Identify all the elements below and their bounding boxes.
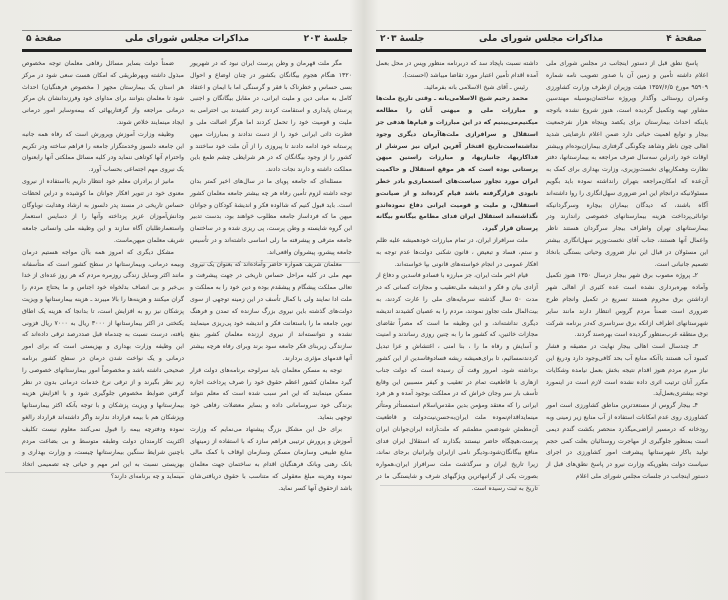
paragraph: داشته نسبت باپجاد سد که دربرنامه منظور وپس در محل بعمل آمده اقدام تأمین اعتبار مورد تقاضا میباشد (احسنت). [376, 60, 538, 79]
paragraph: مانیز از برادران معلم خود انتظار داریم بااستفاده از نیروی معنوی خود در تنویر افکار جوانان ما کوشیده و دراین لحظات حساس تاریخی در مسند پدر دلسوز به ارشاد وهدایت نوباوگان ودانش‌آموزان عزیز پرداخته وآنها را از دسایس استعمار واستعمارطلبان آگاه سازند و این وظیفه ملی وانسانی جامعه شریف معلمان میهن‌ماست. [22, 177, 184, 244]
running-title: مذاکرات مجلس شورای ملی [478, 34, 604, 44]
left-page-header [22, 30, 352, 52]
header-top-rule [376, 30, 706, 31]
paragraph: پاسخ نطق قبل از دستور اینجانب در مجلس شورای ملی اعلام داشته تأمین و زمین آن با صدور تصویب نامه شماره ۹۵۹۰۹ مورخ ۱۳۵۷/۶/۵ هیئت وزیران ازطرف وزارت کشاورزی وعمران روستائی وآگذار وپروژه ساختمان‌بوسیله مهندسین مشاور تهیه وتکمیل گردیده است، هنوز شروع نشده باتوجه باینکه احداث بیمارستان برای یکصد وپنجاه هزار نفرجمعیت بیجار و توابع اهمیت حیاتی دارد ضمن اعلام نارضایتی شدید اهالی چون ناظر وشاهد چگونگی گرفتاری بیماران‌بوده‌ام وبیشتر اوقات خود رادراین سه‌سال صرف مراجعه به بیمارستانها، دفتر نظارت وهمکاریهای نخست‌وزیری، وزارت بهداری برای کمک به آن‌عده که امکان‌مراجعه بتهران رانداشته نموده باید بگویم مسئولانیکه درانجام این امر ضروری سهل‌انگاری را روا داشته‌اند آگاه باشند، که دیدگان بیماران بیچاره وسرگردانیکه توانائی‌پرداخت هزینه بیمارستانهای خصوصی راندارند ودر بیمارستانهای تهران واطراف بیجار سرگردان هستند ناظر واعمال آنها هستند، جناب آقای نخست‌وزیر سهل‌انگاری بیشتر این مسئولان در قبال این نیاز ضروری وحیاتی بستگی بانخاذ تصمیم جانبانی است. [546, 60, 708, 268]
left-page-right-column [190, 58, 352, 494]
right-page [364, 0, 728, 600]
speaker-line: رئیس ـ آقای شیخ الاسلامی بانه بفرمائید. [423, 83, 528, 91]
session-number: جلسهٔ ۲۰۳ [380, 34, 425, 44]
paragraph: مشکل دیگری که امروز همه باآن مواجه هستیم درمان وبیمه درمانی، وبیمارستانها در سطح کشور است که متأسفانه مانند اکثر وسایل زندگی روزمره مردم که هر روز عده‌ای از خدا بی‌خبر و بی انصاف بدلخواه خود اجناس و ما یحتاج مردم را گران میکنند و هزینه‌ها را بالا میبرند ـ هزینه بیمارستانها و ویزیت پزشکان نیز رو به افزایش است، تا بدانجا که هزینه یک اطاق یکتختی در اکثر بیمارستانها از ۳۰۰۰ ریال به ۷۰۰۰ ریال فزونی یافته، درست نسبت به چندماه قبل صددرصد ترقی داده‌اند که این وظیفه وزارت بهداری و بهزیستی است که برای امور درمانی و یک نواخت شدن درمان در سطح کشور برنامه صحیحی داشته باشد و مخصوصاً امور بیمارستانهای خصوصی را زیر نظر بگیرند و از ترقی نرخ خدمات درمانی بدون در نظر گرفتن ضوابط مخصوص جلوگیری شود و با افزایش هزینه بیمارستانها و ویزیت پزشکان و با توجه بآنکه اکثر بیمارستانها وپزشکان هم با بیمه قرارداد ندارند واگر داشته‌اند قرارداد رالغو نموده ودفترچه بیمه را قبول نمی‌کنند معلوم نیست تکلیف اکثریت کارمندان دولت وطبقه متوسط و بی بضاعت مردم باچنین شرایط سنگین بیمارستانها چیست، و وزارت بهداری و بهزیستی نسبت به این امر مهم و حیاتی چه تصمیمی اتخاذ مینماید و چه برنامه‌ای دارند؟ [22, 248, 184, 480]
paragraph: ۴ـ بیجار گروس از مستعدترین مناطق کشاورزی است امور کشاورزی روی عدم امکانات استفاده از آب منابع زیر زمینی وبه رودخانه که درمسیر اراضی‌میگذرد منحصر بکشت گندم دیمی است بمنظور جلوگیری از مهاجرت روستائیان بعلت کمی حجم تولید باکار شهرستانها پیشرفت امور کشاورزی در اجرای سیاست دولت بطوریکه وزارت نیرو در پاسخ نطق‌های قبل از دستور اینجانب در جلسات مجلس شورای ملی اعلام [546, 402, 708, 480]
session-number: جلسهٔ ۲۰۳ [303, 34, 348, 44]
right-page-left-column [376, 58, 538, 494]
paragraph: ۲ـ پروژه مصوب برق شهر بیجار درسال ۱۳۵۰ هنوز تکمیل وآماده بهره‌برداری نشده است عده کثیری از اهالی شهر ازداشتن برق محروم هستند تسریع در تکمیل وانجام طرح ضروری است ضمناً مردم گروس انتظار دارند مانند سایر شهرستانهای اطراف ازانکه برق سرتاسری که‌در برنامه شرکت برق منطقه غرب‌منظور گردیده است بهره‌مند گردند. [546, 272, 708, 339]
paragraph: مگر ملت قهرمان و وطن پرست ایران نبود که در شهریور ۱۳۲۰ هنگام هجوم بیگانگان بکشور در چنان اوضاع و احوال بسی حساس و خطرناک با فقر و گرسنگی اما با ایمان و اعتقاد کامل به مبانی دین و ملیت ایرانی، در مقابل بیگانگان و اجنبی پرستان پایداری و استقامت کردند زجر کشیدند بی احترامی به ملیت و قومیت خود را تحمل کردند اما هرگز اصالت ملی و فطرت ذاتی ایرانی خود را از دست ندادند و بمبارزات میهن پرستانه خود ادامه دادند تا پیروزی را از آن ملت خود ساختند و کشور را از وجود بیگانگان که در هر شرایطی چشم طمع باین مملکت داشته و دارند نجات دادند. [190, 60, 352, 174]
speech-paragraph: محمد رحیم شیخ الاسلامی‌بانه ـ وقتی تاریخ ملت‌ها و مبارزات ملی و میهنی آنان را مطالعه میکنیم‌می‌بینیم که در این مبارزات و قیام‌ها هدفی جز استقلال و سرافرازی ملت‌ها‌آرمان دیگری وجود نداشته‌است‌تاریخ افتخار آفرین ایران نیز سرشار از فداکاریها، جانبازیها، و مبارزات راستین میهن پرستانی بوده است که هر موقع استقلال و حاکمیت ایران مورد تجاوز سیاست‌های استعماری‌و بادر خطر نابودی قرارگرفته باشد قیام کرده‌اند و از صیانت‌و استقلال، و ملیت و قومیت ایرانی دفاع نموده‌اندو نگذاشته‌اند استقلال ایران فدای مطامع بیگانه‌و بیگانه پرستان قرار گیرد. [376, 95, 538, 233]
paragraph: وظیفه وزارت آموزش وپرورش است که رفاه همه جانبه این جامعه دلسوز وخدمتگزار جامعه را فراهم ساخته ودر تکریم واحترام آنها کوتاهی ننماید ودر کلیه مسائل مملکتی آنها رابعنوان یک نیروی مهم اجتماعی بحساب آورد. [22, 130, 184, 174]
scan-line-artifact [200, 262, 360, 263]
running-title: مذاکرات مجلس شورای ملی [124, 34, 250, 44]
left-page-left-column [22, 58, 184, 483]
paragraph: ضمناً دولت بسایر مسائل رفاهی معلمان توجه مخصوص مبذول داشته وبهرطریقی که امکان هست سعی شود در مرکز هر استان یک بیمارستان مجهز ( مخصوص فرهنگیان) احداث شود تا معلمان بتوانند برای مداوای خود وفرزندانشان بان مرکز درمانی مراجعه واز گرفتاریهائی که بیمه‌وسایر امور درمانی ایجاد مینمایند خلاص شوند. [22, 60, 184, 126]
page-number: صفحهٔ ۵ [26, 34, 62, 44]
right-page-header [376, 30, 706, 52]
paragraph: مسئله‌ای که جامعه پویای ما در سال‌های اخیر کمتر بدان توجه داشته لزوم تأمین رفاه هر چه بیشتر جامعه معلمان کشور است. باید قبول کنیم که شالوده فکر و اندیشهٔ کودکان و جوانان میهن ما که فردا‌ساز جامعه مطلوب خواهند بود، بدست تدبیر این گروه شایسته و وطن پرست، پی ریزی شده و در ساختمان جامعه مترقی و پیشرفته ما رلی اساسی داشته‌اند و در تأسیس جامعه پیشرو، پیشروان واقعی‌اند. [190, 177, 352, 256]
header-top-rule [22, 30, 352, 31]
paragraph: معلمان شریف همواره حاضر وآماده‌اند که بعنوان یک نیروی مهم ملی در کلیه مراحل حساس تاریخی در جهت پیشرفت و تعالی مملکت پیشگام و پیشقدم بوده و دین خود را به مملکت و ملت ادا نمایند ولی با کمال تأسف در این زمینه توجهی از سوی دولت‌های گذشته باین نیروی بزرگ سازنده که تمدن و فرهنگ نوین جامعه ما را باستعانت فکر و اندیشه خود پی‌ریزی مینمایند نشده و نتوانسته‌اند از نیروی ارزنده معلمان کشور بنفع سازندگی زیربنای فکر جامعه سود برند وبرای رفاه هرچه بیشتر آنها قدمهای مؤثری بردارند. [190, 260, 352, 362]
paragraph: قیام اخیر ملت ایران، جز مبارزه با فسادو فاسدین و دفاع از آزادی بیان و فکر و اندیشه ملی‌تعقیب و مجازات کسانی که در مدت ۵۰ سال گذشته سرمایه‌های ملی را غارت کردند، به بیت‌المال ملت تجاوز نمودند، مردم را به عصیان کشیدند اندیشه دیگری نداشته‌اند، و این وظیفه ما است که مصراً تقاضای مجازات خائنین، که کشور ما را به چنین روزی رساندند و امنیت و آسایش و رفاه ما را ، بنا امنی ، اغتشاش و عزا تبدیل کردند‌نمسائیم، تا برای‌همیشه ریشه فسادوفاسدین از این کشور برداشته شود، امروز وقت آن رسیده است که دولت جناب ازهاری با قاطعیت تمام در تعقیب و کیفر مسببین این وقایع تأسف بار سر وجان خراش که در مملکت بوجود آمده و هر فرد ایرانی را که معتقد ومؤمن بدین مقدس‌اسلام استمستأثر ومتأثر مینماید‌اقدام‌نموده ملت ایران‌به‌حسن‌نیت‌دولت و قاطعیت آن‌مطمئن شودضمن مطمئنم که ملت‌آزاده ایران‌جوانان ایران پرست،هیچگاه حاضر نیستند بگذارند که استقلال ایران فدای منافع بیگانگان‌شود،ودیگر نامی ازایران وایرانیان برجای نماند، زیرا تاریخ ایران و سرگذشت ملت سرافراز ایران،همواره بصورت یکی از گرانبهاترین ویژگیهای شرف و شایستگی ما در تاریخ به ثبت رسیده است. [376, 272, 538, 492]
paragraph: ۳ـ چندسال است اهالی بیجار نهایت در مضیقه و فشار کمبود آب هستند باآنکه منابع آب بحد کافی‌وجود دارد ودریغ این نیاز مبرم مردم هنوز اقدام نتیجه بخش بعمل نیامده وشکایات مکرر آنان ترتیب اثری داده نشده است لازم است در اینمورد توجه بیشتری‌بعمل‌آید. [546, 343, 708, 398]
paragraph: ملت سرافراز ایران، در تمام مبارزات خودهمیشه علیه ظلم و ستم، فساد و تبعیض ، قانون شکنی دولت‌ها عدم توجه به افکار عمومی در انجام خواسته‌های قانونی بپا خواسته‌اند. [376, 236, 538, 268]
paragraph: توجه به مسکن معلمان باید سرلوحه برنامه‌های دولت قرار گیرد معلمان کشور اعظم حقوق خود را صرف پرداخت اجاره مسکن مینمایند که این امر سبب شده است که معلم نتواند بزندگی خود سروسامانی داده و بسایر معضلات رفاهی خود توجهی بنماید. [190, 366, 352, 421]
paragraph: برای حل این مشکل بزرگ پیشنهاد می‌نمایم که وزارت آموزش و پرورش ترتیبی فراهم سازد که با استفاده از زمینهای منابع طبیعی وسازمان مسکن وسازمان اوقاف با کمک مالی بانک رهنی وبانک فرهنگیان اقدام به ساختمان جهت معلمان نموده وهزینه مبلغ معقولی که متناسب با حقوق دریافتی‌شان باشد ازحقوق آنها کسر نماید. [190, 425, 352, 492]
right-page-right-column [546, 58, 708, 483]
scan-line-artifact [380, 485, 540, 486]
header-bottom-rule [22, 49, 352, 52]
header-bottom-rule [376, 49, 706, 52]
scan-line-artifact [5, 472, 185, 473]
page-number: صفحهٔ ۴ [666, 34, 702, 44]
